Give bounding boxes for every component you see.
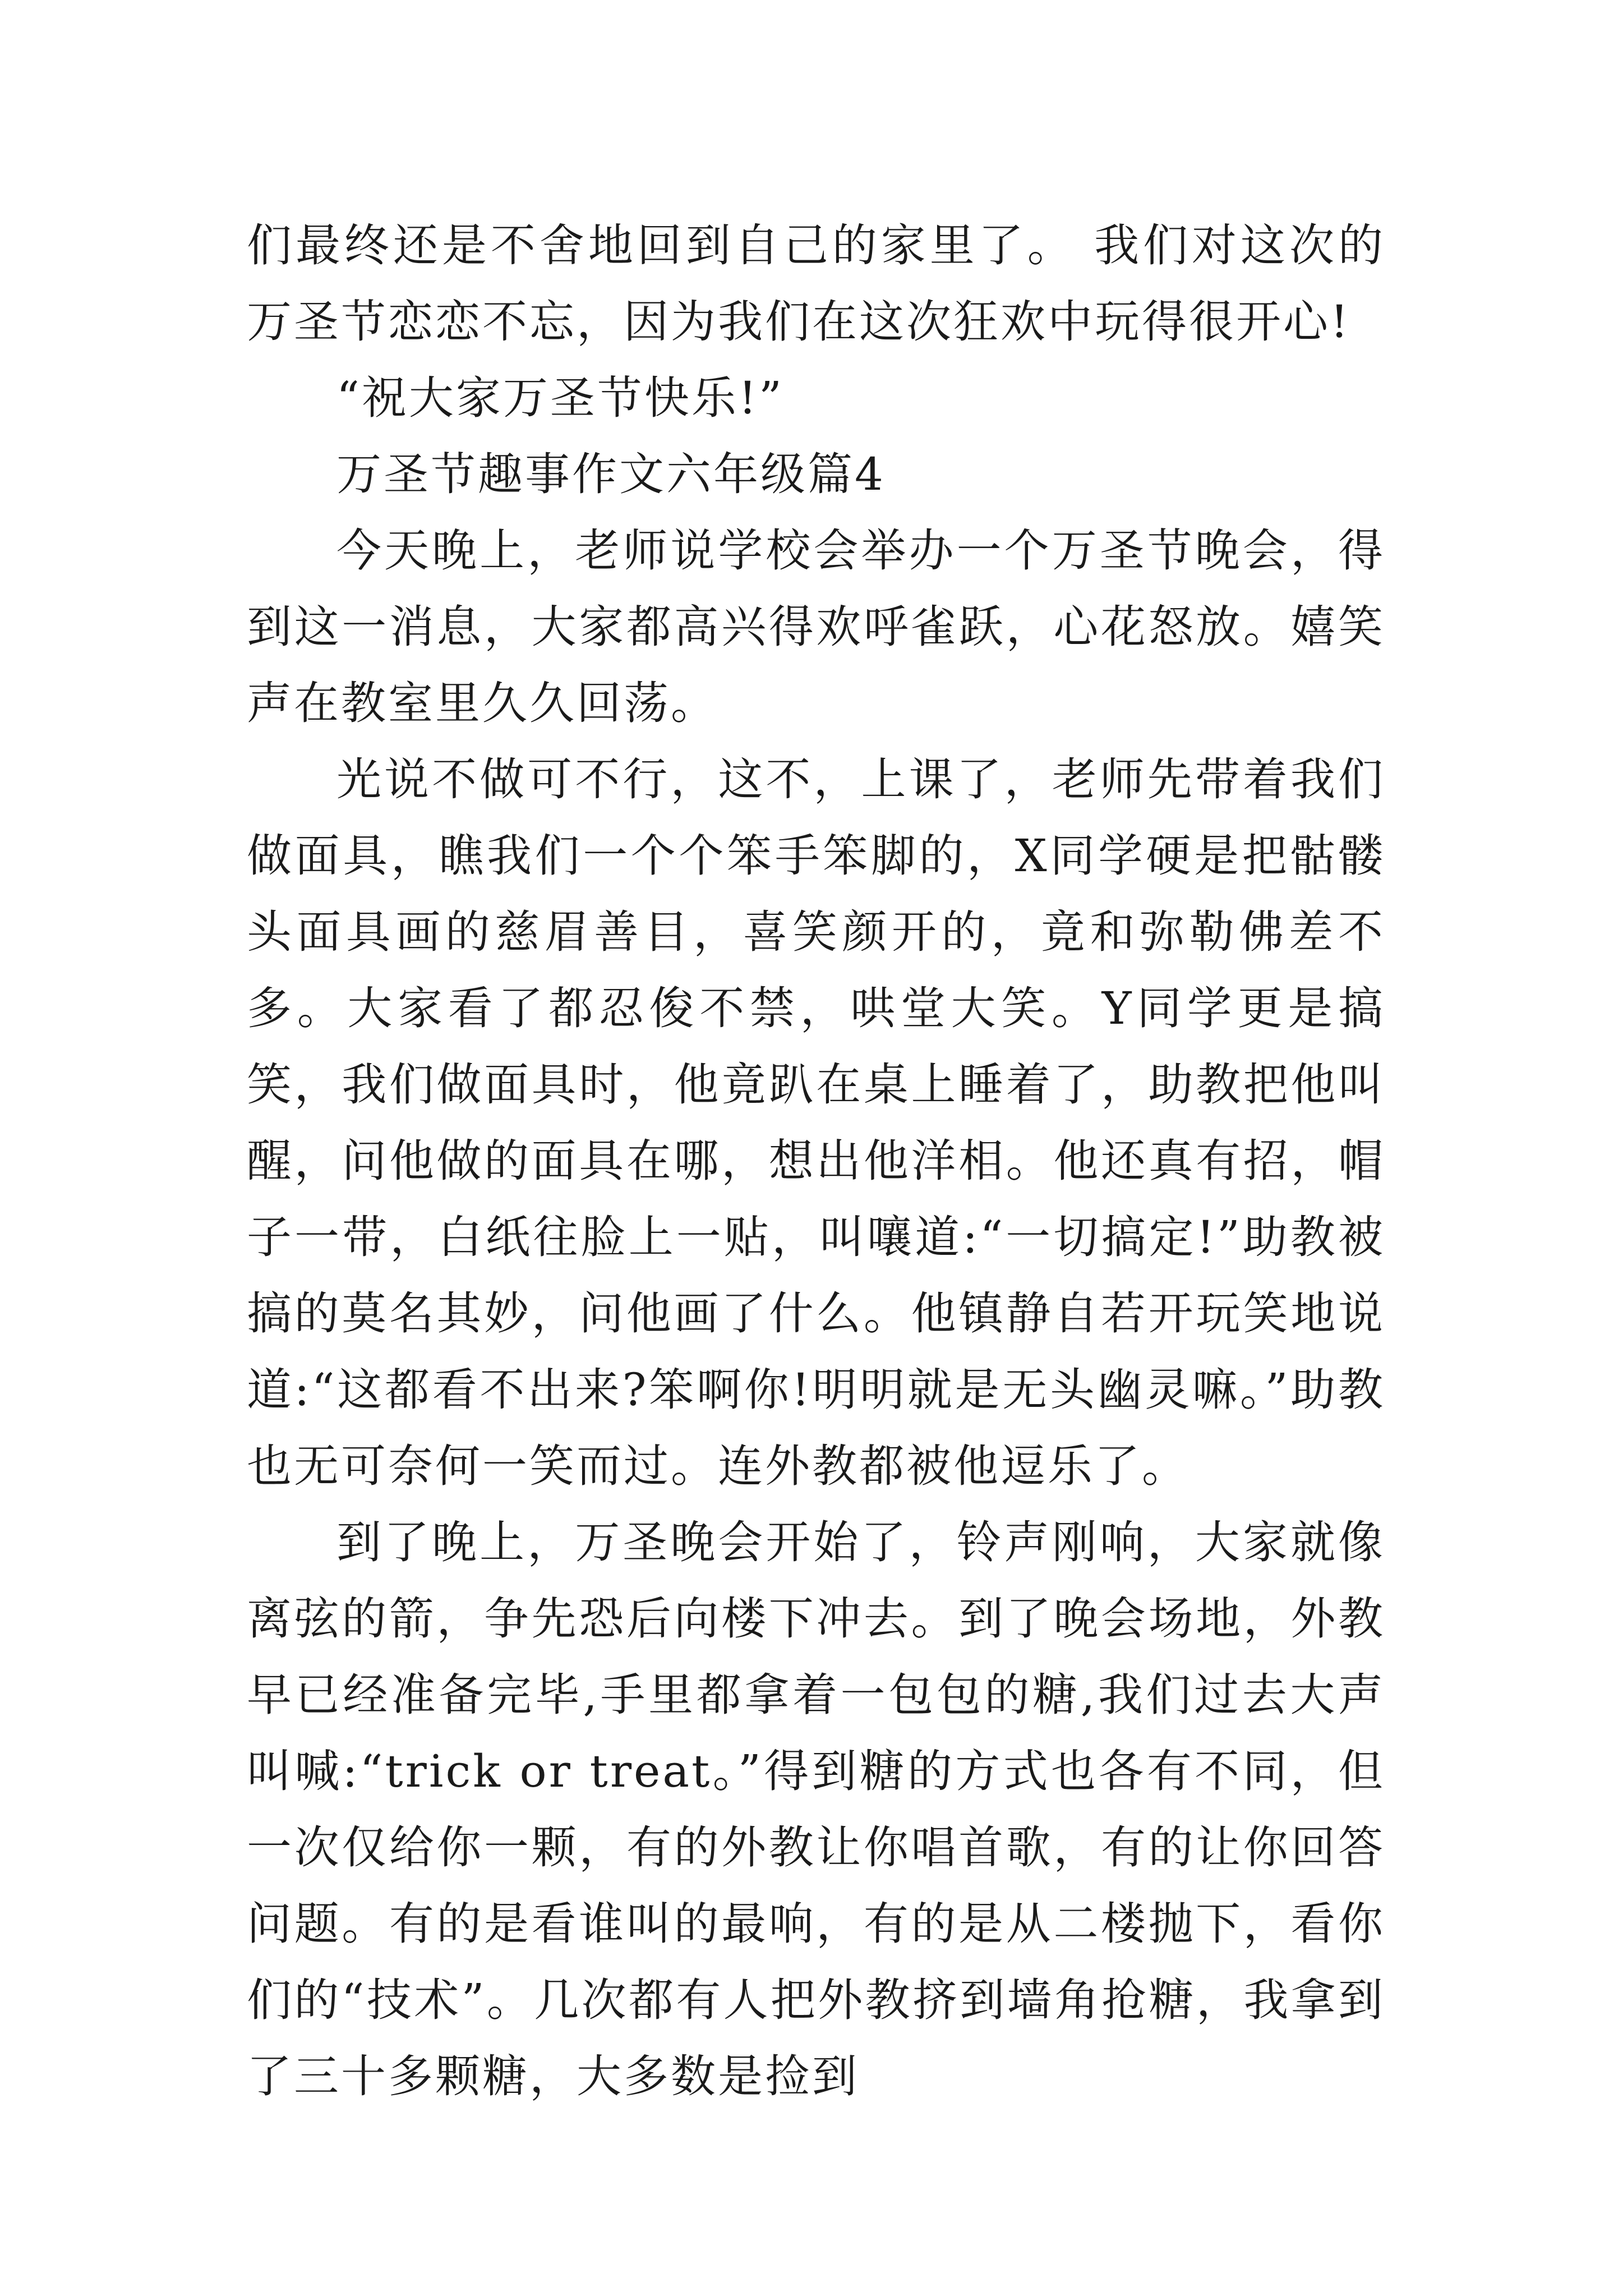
paragraph-greeting: “祝大家万圣节快乐!” xyxy=(336,372,784,424)
paragraph-evening-party: 到了晚上，万圣晚会开始了，铃声刚响，大家就像离弦的箭，争先恐后向楼下冲去。到了晚会场地，外教早已经准备完毕,手里都拿着一包包的糖,我们过去大声叫喊:“trick or treat。”得到糖的方式也各有不同，但一次仅给你一颗，有的外教让你唱首歌，有的让你回答问题。有的是看谁叫的最响，有的是从二楼抛下，看你们的“技术”。几次都有人把外教挤到墙角抢糖，我拿到了三十多颗糖，大多数是捡到 xyxy=(247,1516,1385,2102)
paragraph-mask-making: 光说不做可不行，这不，上课了，老师先带着我们做面具，瞧我们一个个笨手笨脚的，X同学硬是把骷髅头面具画的慈眉善目，喜笑颜开的，竟和弥勒佛差不多。大家看了都忍俊不禁，哄堂大笑。Y同学更是搞笑，我们做面具时，他竟趴在桌上睡着了，助教把他叫醒，问他做的面具在哪，想出他洋相。他还真有招，帽子一带，白纸往脸上一贴，叫嚷道:“一切搞定!”助教被搞的莫名其妙，问他画了什么。他镇静自若开玩笑地说道:“这都看不出来?笨啊你!明明就是无头幽灵嘛。”助教也无可奈何一笑而过。连外教都被他逗乐了。 xyxy=(247,753,1385,1492)
paragraph-intro: 今天晚上，老师说学校会举办一个万圣节晚会，得到这一消息，大家都高兴得欢呼雀跃，心花怒放。嬉笑声在教室里久久回荡。 xyxy=(247,524,1385,729)
essay-heading: 万圣节趣事作文六年级篇4 xyxy=(336,448,886,500)
paragraph-continuation: 们最终还是不舍地回到自己的家里了。 我们对这次的万圣节恋恋不忘，因为我们在这次狂欢中玩得很开心! xyxy=(247,219,1385,348)
body-text xyxy=(247,208,1385,2115)
